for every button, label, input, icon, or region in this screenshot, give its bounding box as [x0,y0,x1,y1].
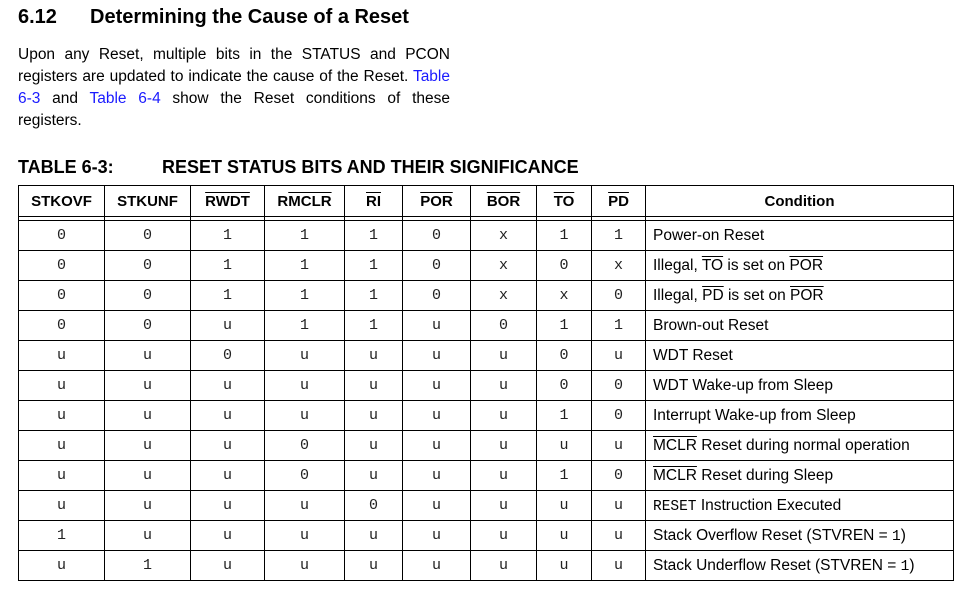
bit-cell: u [403,461,471,491]
bit-cell: 0 [537,251,592,281]
condition-text: Brown-out Reset [653,316,769,334]
bit-cell: u [592,551,646,581]
bit-cell: 0 [592,401,646,431]
bit-cell: 0 [105,251,191,281]
bit-cell: 0 [537,341,592,371]
condition-cell [646,431,954,461]
paragraph-text-1: Upon any Reset, multiple bits in the STATUS and PCON registers are updated to indicate the cause of the Reset. [18,46,450,85]
condition-text: $\overline{PD}$ [702,286,724,304]
header-to: $\overline{TO}$ [537,186,592,217]
bit-cell: u [105,431,191,461]
bit-cell: u [471,551,537,581]
bit-cell: u [345,431,403,461]
table-body [19,221,954,581]
condition-cell [646,521,954,551]
bit-cell: 1 [345,251,403,281]
table-row [19,281,954,311]
bit-cell: u [537,431,592,461]
bit-cell: u [191,371,265,401]
bit-cell: 0 [592,281,646,311]
bit-cell: 0 [105,221,191,251]
header-rwdt: RWDT [191,186,265,217]
bit-cell: 0 [537,371,592,401]
bit-cell: 1 [265,251,345,281]
condition-text: $\overline{POR}$ [789,256,824,274]
bit-cell: u [345,551,403,581]
bit-cell: u [191,431,265,461]
bit-cell: 0 [471,311,537,341]
condition-cell [646,281,954,311]
bit-cell: u [471,491,537,521]
bit-cell: u [191,491,265,521]
condition-cell [646,491,954,521]
bit-cell: x [471,251,537,281]
condition-text: 1 [900,558,910,575]
bit-cell: u [265,491,345,521]
header-rmclr-prefix: R [277,192,289,210]
bit-cell: 0 [19,221,105,251]
table-row [19,221,954,251]
bit-cell: 1 [265,281,345,311]
bit-cell: u [191,461,265,491]
bit-cell: 0 [592,461,646,491]
bit-cell: u [19,341,105,371]
bit-cell: u [592,431,646,461]
header-rmclr [265,186,345,217]
condition-text: Reset during normal operation [696,436,910,454]
condition-text: Illegal, [653,286,703,304]
table-row [19,491,954,521]
bit-cell: u [537,551,592,581]
bit-cell: u [191,311,265,341]
bit-cell: 1 [537,461,592,491]
header-por: $\overline{POR}$ [403,186,471,217]
bit-cell: x [592,251,646,281]
bit-cell: u [592,491,646,521]
bit-cell: 0 [345,491,403,521]
condition-text: Reset during Sleep [696,466,834,484]
table-row [19,431,954,461]
bit-cell: 1 [537,401,592,431]
bit-cell: 0 [191,341,265,371]
bit-cell: u [105,521,191,551]
bit-cell: u [345,371,403,401]
bit-cell: 0 [403,221,471,251]
bit-cell: 1 [191,281,265,311]
bit-cell: u [345,341,403,371]
bit-cell: 0 [105,281,191,311]
section-number: 6.12 [18,6,57,28]
condition-text: WDT Wake-up from Sleep [653,376,834,394]
condition-text: Stack Underflow Reset (STVREN = [653,556,901,574]
bit-cell: 0 [265,461,345,491]
bit-cell: u [105,341,191,371]
condition-cell [646,311,954,341]
bit-cell: u [537,521,592,551]
bit-cell: 0 [592,371,646,401]
bit-cell: u [105,401,191,431]
bit-cell: 1 [345,221,403,251]
condition-text: Instruction Executed [696,496,842,514]
condition-text: Interrupt Wake-up from Sleep [653,406,856,424]
bit-cell: u [191,551,265,581]
bit-cell: u [265,371,345,401]
bit-cell: u [403,491,471,521]
table-row [19,401,954,431]
condition-cell [646,251,954,281]
intro-paragraph [18,44,450,132]
condition-text: is set on [723,256,790,274]
bit-cell: 0 [19,311,105,341]
condition-text: $\overline{TO}$ [701,256,724,274]
bit-cell: u [265,401,345,431]
condition-cell [646,551,954,581]
bit-cell: u [592,341,646,371]
bit-cell: u [105,371,191,401]
bit-cell: u [265,341,345,371]
condition-text: MCLR [653,466,697,484]
bit-cell: u [19,371,105,401]
bit-cell: u [403,521,471,551]
bit-cell: u [265,551,345,581]
header-bor: $\overline{BOR}$ [471,186,537,217]
bit-cell: u [345,461,403,491]
bit-cell: 1 [345,311,403,341]
condition-text: RESET [653,498,697,515]
bit-cell: u [471,461,537,491]
bit-cell: u [345,401,403,431]
bit-cell: u [19,461,105,491]
bit-cell: 1 [191,221,265,251]
bit-cell: u [537,491,592,521]
condition-text: ) [909,556,915,574]
bit-cell: u [19,431,105,461]
condition-text: Stack Overflow Reset (STVREN = [653,526,893,544]
bit-cell: u [403,311,471,341]
paragraph-text-2: and [40,90,90,107]
table-row [19,551,954,581]
bit-cell: 1 [592,221,646,251]
header-pd: $\overline{PD}$ [592,186,646,217]
bit-cell: 1 [537,311,592,341]
bit-cell: 1 [265,311,345,341]
bit-cell: u [19,491,105,521]
bit-cell: u [471,401,537,431]
bit-cell: 0 [105,311,191,341]
bit-cell: 1 [19,521,105,551]
bit-cell: u [471,371,537,401]
condition-text: $\overline{POR}$ [790,286,824,304]
header-stkunf: STKUNF [105,186,191,217]
bit-cell: u [403,401,471,431]
reset-status-table [18,185,954,581]
table-row [19,341,954,371]
table-caption-number: TABLE 6-3: [18,157,114,177]
table-row [19,461,954,491]
section-heading [18,6,409,29]
bit-cell: u [191,521,265,551]
bit-cell: u [403,431,471,461]
bit-cell: 1 [191,251,265,281]
bit-cell: 0 [265,431,345,461]
header-ri: $\overline{RI}$ [345,186,403,217]
bit-cell: 1 [105,551,191,581]
section-title: Determining the Cause of a Reset [90,6,409,28]
header-stkovf: STKOVF [19,186,105,217]
header-condition: Condition [646,186,954,217]
bit-cell: 0 [19,281,105,311]
bit-cell: 1 [345,281,403,311]
header-rmclr-mclr: MCLR [288,192,332,210]
table-6-3-link[interactable]: Table 6-3 [18,68,450,107]
table-row [19,311,954,341]
bit-cell: u [191,401,265,431]
condition-text: is set on [723,286,791,304]
table-row [19,521,954,551]
bit-cell: u [403,341,471,371]
bit-cell: 1 [537,221,592,251]
header-row [19,186,954,217]
bit-cell: u [105,461,191,491]
bit-cell: x [471,281,537,311]
bit-cell: 0 [19,251,105,281]
paragraph-text-3: show the Reset conditions of these registers. [18,90,451,129]
table-caption-title: RESET STATUS BITS AND THEIR SIGNIFICANCE [162,157,579,177]
bit-cell: u [471,341,537,371]
bit-cell: u [19,551,105,581]
bit-cell: u [403,371,471,401]
table-caption [18,157,579,178]
condition-cell [646,461,954,491]
bit-cell: u [345,521,403,551]
condition-text: MCLR [653,436,697,454]
bit-cell: 1 [265,221,345,251]
condition-text: Illegal, [653,256,702,274]
bit-cell: u [471,521,537,551]
bit-cell: u [19,401,105,431]
condition-text: WDT Reset [653,346,733,364]
bit-cell: u [471,431,537,461]
bit-cell: u [592,521,646,551]
condition-cell [646,341,954,371]
condition-text: 1 [892,528,901,545]
table-6-4-link[interactable]: Table 6-4 [89,90,161,107]
bit-cell: x [471,221,537,251]
condition-text: Power-on Reset [653,226,765,244]
condition-cell [646,401,954,431]
bit-cell: x [537,281,592,311]
bit-cell: u [265,521,345,551]
table-row [19,251,954,281]
condition-cell [646,221,954,251]
condition-cell [646,371,954,401]
table-row [19,371,954,401]
bit-cell: u [403,551,471,581]
bit-cell: 1 [592,311,646,341]
condition-text: ) [900,526,906,544]
bit-cell: u [105,491,191,521]
bit-cell: 0 [403,281,471,311]
bit-cell: 0 [403,251,471,281]
